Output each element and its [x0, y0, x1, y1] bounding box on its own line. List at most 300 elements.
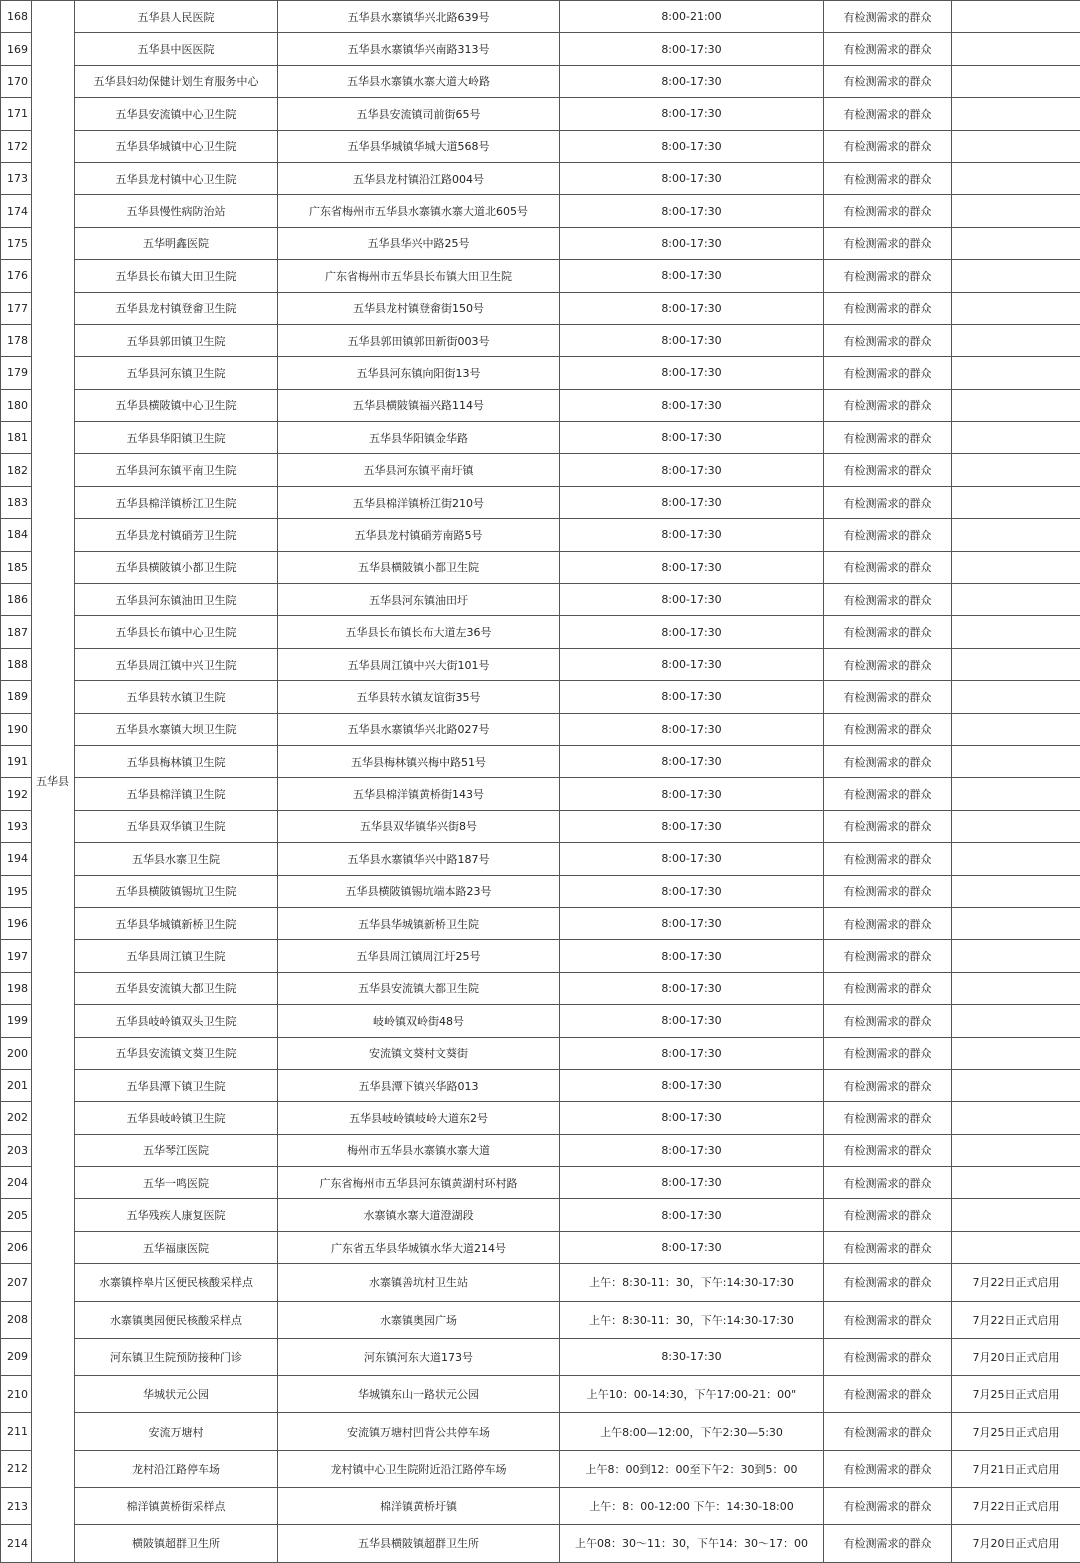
target-group-cell: 有检测需求的群众 [824, 422, 952, 454]
site-address-cell: 五华县龙村镇硝芳南路5号 [278, 519, 560, 551]
site-name-cell: 河东镇卫生院预防接种门诊 [75, 1338, 278, 1375]
target-group-cell: 有检测需求的群众 [824, 1413, 952, 1450]
site-name-cell: 五华县安流镇文葵卫生院 [75, 1037, 278, 1069]
site-address-cell: 五华县郭田镇郭田新街003号 [278, 324, 560, 356]
row-number-cell: 187 [1, 616, 32, 648]
target-group-cell: 有检测需求的群众 [824, 1231, 952, 1263]
target-group-cell: 有检测需求的群众 [824, 227, 952, 259]
opening-hours-cell: 8:00-17:30 [560, 227, 824, 259]
site-name-cell: 五华县龙村镇登畲卫生院 [75, 292, 278, 324]
row-number-cell: 185 [1, 551, 32, 583]
table-row [1, 130, 1080, 162]
row-number-cell: 210 [1, 1376, 32, 1413]
site-name-cell: 五华县龙村镇中心卫生院 [75, 162, 278, 194]
site-name-cell: 五华县人民医院 [75, 1, 278, 33]
site-name-cell: 安流万塘村 [75, 1413, 278, 1450]
site-address-cell: 龙村镇中心卫生院附近沿江路停车场 [278, 1450, 560, 1487]
remark-cell [952, 972, 1080, 1004]
row-number-cell: 193 [1, 810, 32, 842]
row-number-cell: 183 [1, 486, 32, 518]
site-name-cell: 五华县棉洋镇卫生院 [75, 778, 278, 810]
row-number-cell: 194 [1, 843, 32, 875]
site-name-cell: 华城状元公园 [75, 1376, 278, 1413]
table-row [1, 1488, 1080, 1525]
table-row [1, 648, 1080, 680]
row-number-cell: 196 [1, 907, 32, 939]
site-address-cell: 梅州市五华县水寨镇水寨大道 [278, 1134, 560, 1166]
target-group-cell: 有检测需求的群众 [824, 1488, 952, 1525]
opening-hours-cell: 8:00-17:30 [560, 648, 824, 680]
site-name-cell: 五华县长布镇大田卫生院 [75, 260, 278, 292]
remark-cell [952, 907, 1080, 939]
site-address-cell: 五华县潭下镇兴华路013 [278, 1069, 560, 1101]
site-address-cell: 水寨镇水寨大道澄湖段 [278, 1199, 560, 1231]
table-row [1, 940, 1080, 972]
site-name-cell: 五华残疾人康复医院 [75, 1199, 278, 1231]
opening-hours-cell: 上午：8：00-12:00 下午：14:30-18:00 [560, 1488, 824, 1525]
site-name-cell: 五华县横陂镇锡坑卫生院 [75, 875, 278, 907]
remark-cell [952, 1069, 1080, 1101]
opening-hours-cell: 8:00-17:30 [560, 389, 824, 421]
table-row [1, 1005, 1080, 1037]
site-name-cell: 五华福康医院 [75, 1231, 278, 1263]
row-number-cell: 173 [1, 162, 32, 194]
target-group-cell: 有检测需求的群众 [824, 778, 952, 810]
site-address-cell: 水寨镇奥园广场 [278, 1301, 560, 1338]
site-address-cell: 五华县棉洋镇桥江街210号 [278, 486, 560, 518]
table-row [1, 1, 1080, 33]
site-name-cell: 五华县横陂镇小都卫生院 [75, 551, 278, 583]
row-number-cell: 195 [1, 875, 32, 907]
remark-cell [952, 584, 1080, 616]
table-row [1, 1102, 1080, 1134]
opening-hours-cell: 8:00-17:30 [560, 1199, 824, 1231]
target-group-cell: 有检测需求的群众 [824, 1134, 952, 1166]
site-address-cell: 五华县岐岭镇岐岭大道东2号 [278, 1102, 560, 1134]
row-number-cell: 209 [1, 1338, 32, 1375]
table-row [1, 778, 1080, 810]
opening-hours-cell: 8:00-17:30 [560, 162, 824, 194]
site-address-cell: 五华县转水镇友谊街35号 [278, 681, 560, 713]
remark-cell: 7月22日正式启用 [952, 1488, 1080, 1525]
site-name-cell: 五华县安流镇大都卫生院 [75, 972, 278, 1004]
site-name-cell: 横陂镇超群卫生所 [75, 1525, 278, 1562]
table-row [1, 584, 1080, 616]
target-group-cell: 有检测需求的群众 [824, 454, 952, 486]
site-address-cell: 棉洋镇黄桥圩镇 [278, 1488, 560, 1525]
row-number-cell: 192 [1, 778, 32, 810]
opening-hours-cell: 8:00-17:30 [560, 778, 824, 810]
table-row [1, 324, 1080, 356]
site-address-cell: 广东省梅州市五华县水寨镇水寨大道北605号 [278, 195, 560, 227]
site-address-cell: 安流镇文葵村文葵街 [278, 1037, 560, 1069]
row-number-cell: 178 [1, 324, 32, 356]
table-row [1, 1525, 1080, 1562]
target-group-cell: 有检测需求的群众 [824, 1005, 952, 1037]
remark-cell [952, 875, 1080, 907]
target-group-cell: 有检测需求的群众 [824, 292, 952, 324]
target-group-cell: 有检测需求的群众 [824, 195, 952, 227]
site-address-cell: 广东省梅州市五华县长布镇大田卫生院 [278, 260, 560, 292]
row-number-cell: 198 [1, 972, 32, 1004]
remark-cell [952, 162, 1080, 194]
table-row [1, 519, 1080, 551]
site-name-cell: 五华县水寨卫生院 [75, 843, 278, 875]
target-group-cell: 有检测需求的群众 [824, 1199, 952, 1231]
target-group-cell: 有检测需求的群众 [824, 810, 952, 842]
table-row [1, 292, 1080, 324]
row-number-cell: 184 [1, 519, 32, 551]
site-address-cell: 河东镇河东大道173号 [278, 1338, 560, 1375]
row-number-cell: 181 [1, 422, 32, 454]
remark-cell [952, 1037, 1080, 1069]
remark-cell: 7月21日正式启用 [952, 1450, 1080, 1487]
opening-hours-cell: 8:00-17:30 [560, 33, 824, 65]
remark-cell [952, 1134, 1080, 1166]
site-name-cell: 五华县岐岭镇卫生院 [75, 1102, 278, 1134]
opening-hours-cell: 8:00-17:30 [560, 519, 824, 551]
opening-hours-cell: 8:00-17:30 [560, 745, 824, 777]
remark-cell [952, 810, 1080, 842]
row-number-cell: 197 [1, 940, 32, 972]
target-group-cell: 有检测需求的群众 [824, 1376, 952, 1413]
target-group-cell: 有检测需求的群众 [824, 1264, 952, 1301]
site-name-cell: 五华县安流镇中心卫生院 [75, 98, 278, 130]
opening-hours-cell: 8:00-17:30 [560, 713, 824, 745]
remark-cell [952, 778, 1080, 810]
table-row [1, 162, 1080, 194]
remark-cell [952, 227, 1080, 259]
target-group-cell: 有检测需求的群众 [824, 648, 952, 680]
remark-cell: 7月22日正式启用 [952, 1264, 1080, 1301]
opening-hours-cell: 8:00-17:30 [560, 907, 824, 939]
remark-cell [952, 389, 1080, 421]
site-address-cell: 五华县横陂镇福兴路114号 [278, 389, 560, 421]
site-address-cell: 五华县横陂镇小都卫生院 [278, 551, 560, 583]
table-row [1, 227, 1080, 259]
table-row [1, 1376, 1080, 1413]
row-number-cell: 172 [1, 130, 32, 162]
opening-hours-cell: 8:30-17:30 [560, 1338, 824, 1375]
target-group-cell: 有检测需求的群众 [824, 972, 952, 1004]
remark-cell [952, 648, 1080, 680]
site-address-cell: 五华县横陂镇超群卫生所 [278, 1525, 560, 1562]
site-name-cell: 五华县河东镇平南卫生院 [75, 454, 278, 486]
table-row [1, 33, 1080, 65]
opening-hours-cell: 8:00-17:30 [560, 422, 824, 454]
remark-cell [952, 1231, 1080, 1263]
opening-hours-cell: 8:00-17:30 [560, 195, 824, 227]
target-group-cell: 有检测需求的群众 [824, 486, 952, 518]
opening-hours-cell: 8:00-17:30 [560, 486, 824, 518]
remark-cell: 7月22日正式启用 [952, 1301, 1080, 1338]
opening-hours-cell: 8:00-17:30 [560, 130, 824, 162]
row-number-cell: 176 [1, 260, 32, 292]
target-group-cell: 有检测需求的群众 [824, 681, 952, 713]
row-number-cell: 170 [1, 65, 32, 97]
site-name-cell: 五华县周江镇卫生院 [75, 940, 278, 972]
target-group-cell: 有检测需求的群众 [824, 260, 952, 292]
target-group-cell: 有检测需求的群众 [824, 324, 952, 356]
site-name-cell: 五华县龙村镇硝芳卫生院 [75, 519, 278, 551]
table-row [1, 1134, 1080, 1166]
opening-hours-cell: 8:00-17:30 [560, 324, 824, 356]
table-row [1, 98, 1080, 130]
site-name-cell: 五华县长布镇中心卫生院 [75, 616, 278, 648]
target-group-cell: 有检测需求的群众 [824, 1167, 952, 1199]
site-name-cell: 五华县梅林镇卫生院 [75, 745, 278, 777]
table-row [1, 195, 1080, 227]
opening-hours-cell: 8:00-17:30 [560, 551, 824, 583]
table-row [1, 1037, 1080, 1069]
row-number-cell: 204 [1, 1167, 32, 1199]
remark-cell [952, 195, 1080, 227]
site-name-cell: 五华县潭下镇卫生院 [75, 1069, 278, 1101]
site-name-cell: 五华县双华镇卫生院 [75, 810, 278, 842]
row-number-cell: 203 [1, 1134, 32, 1166]
site-address-cell: 五华县安流镇司前街65号 [278, 98, 560, 130]
target-group-cell: 有检测需求的群众 [824, 940, 952, 972]
row-number-cell: 175 [1, 227, 32, 259]
site-address-cell: 五华县双华镇华兴街8号 [278, 810, 560, 842]
opening-hours-cell: 8:00-17:30 [560, 1102, 824, 1134]
site-name-cell: 五华县妇幼保健计划生育服务中心 [75, 65, 278, 97]
remark-cell [952, 292, 1080, 324]
row-number-cell: 180 [1, 389, 32, 421]
row-number-cell: 199 [1, 1005, 32, 1037]
site-address-cell: 五华县长布镇长布大道左36号 [278, 616, 560, 648]
row-number-cell: 186 [1, 584, 32, 616]
remark-cell: 7月25日正式启用 [952, 1376, 1080, 1413]
remark-cell [952, 616, 1080, 648]
site-name-cell: 五华县华城镇中心卫生院 [75, 130, 278, 162]
remark-cell [952, 454, 1080, 486]
site-address-cell: 五华县梅林镇兴梅中路51号 [278, 745, 560, 777]
remark-cell [952, 713, 1080, 745]
opening-hours-cell: 8:00-17:30 [560, 1231, 824, 1263]
opening-hours-cell: 8:00-17:30 [560, 1069, 824, 1101]
remark-cell: 7月25日正式启用 [952, 1413, 1080, 1450]
remark-cell [952, 745, 1080, 777]
opening-hours-cell: 8:00-17:30 [560, 616, 824, 648]
row-number-cell: 171 [1, 98, 32, 130]
table-row [1, 422, 1080, 454]
target-group-cell: 有检测需求的群众 [824, 616, 952, 648]
site-address-cell: 广东省五华县华城镇水华大道214号 [278, 1231, 560, 1263]
opening-hours-cell: 8:00-17:30 [560, 810, 824, 842]
opening-hours-cell: 8:00-17:30 [560, 843, 824, 875]
remark-cell [952, 551, 1080, 583]
remark-cell [952, 1199, 1080, 1231]
row-number-cell: 174 [1, 195, 32, 227]
site-address-cell: 五华县棉洋镇黄桥街143号 [278, 778, 560, 810]
remark-cell [952, 324, 1080, 356]
row-number-cell: 213 [1, 1488, 32, 1525]
remark-cell: 7月20日正式启用 [952, 1338, 1080, 1375]
table-row [1, 389, 1080, 421]
table-row [1, 1301, 1080, 1338]
site-address-cell: 五华县周江镇周江圩25号 [278, 940, 560, 972]
site-name-cell: 五华县河东镇油田卫生院 [75, 584, 278, 616]
target-group-cell: 有检测需求的群众 [824, 357, 952, 389]
row-number-cell: 201 [1, 1069, 32, 1101]
site-address-cell: 安流镇万塘村凹背公共停车场 [278, 1413, 560, 1450]
table-row [1, 1450, 1080, 1487]
remark-cell [952, 65, 1080, 97]
table-row [1, 810, 1080, 842]
table-row [1, 875, 1080, 907]
site-name-cell: 五华县郭田镇卫生院 [75, 324, 278, 356]
remark-cell [952, 260, 1080, 292]
remark-cell: 7月20日正式启用 [952, 1525, 1080, 1562]
opening-hours-cell: 上午08：30～11：30，下午14：30～17：00 [560, 1525, 824, 1562]
site-name-cell: 五华县棉洋镇桥江卫生院 [75, 486, 278, 518]
site-address-cell: 五华县横陂镇锡坑端本路23号 [278, 875, 560, 907]
table-row [1, 1069, 1080, 1101]
opening-hours-cell: 上午：8:30-11：30，下午:14:30-17:30 [560, 1264, 824, 1301]
site-address-cell: 五华县周江镇中兴大街101号 [278, 648, 560, 680]
site-name-cell: 五华县转水镇卫生院 [75, 681, 278, 713]
target-group-cell: 有检测需求的群众 [824, 33, 952, 65]
table-row [1, 713, 1080, 745]
site-name-cell: 五华县华城镇新桥卫生院 [75, 907, 278, 939]
target-group-cell: 有检测需求的群众 [824, 875, 952, 907]
table-row [1, 1167, 1080, 1199]
site-address-cell: 五华县河东镇向阳街13号 [278, 357, 560, 389]
opening-hours-cell: 8:00-17:30 [560, 260, 824, 292]
opening-hours-cell: 8:00-17:30 [560, 875, 824, 907]
target-group-cell: 有检测需求的群众 [824, 1525, 952, 1562]
site-name-cell: 五华县水寨镇大坝卫生院 [75, 713, 278, 745]
target-group-cell: 有检测需求的群众 [824, 1, 952, 33]
remark-cell [952, 519, 1080, 551]
target-group-cell: 有检测需求的群众 [824, 65, 952, 97]
row-number-cell: 202 [1, 1102, 32, 1134]
row-number-cell: 179 [1, 357, 32, 389]
opening-hours-cell: 8:00-17:30 [560, 1005, 824, 1037]
opening-hours-cell: 上午：8:30-11：30，下午:14:30-17:30 [560, 1301, 824, 1338]
site-name-cell: 五华县周江镇中兴卫生院 [75, 648, 278, 680]
target-group-cell: 有检测需求的群众 [824, 98, 952, 130]
table-row [1, 486, 1080, 518]
table-row [1, 843, 1080, 875]
table-row [1, 1413, 1080, 1450]
remark-cell [952, 1, 1080, 33]
target-group-cell: 有检测需求的群众 [824, 1338, 952, 1375]
site-name-cell: 五华一鸣医院 [75, 1167, 278, 1199]
remark-cell [952, 1167, 1080, 1199]
remark-cell [952, 1102, 1080, 1134]
site-address-cell: 五华县水寨镇水寨大道大岭路 [278, 65, 560, 97]
opening-hours-cell: 8:00-21:00 [560, 1, 824, 33]
opening-hours-cell: 8:00-17:30 [560, 1037, 824, 1069]
table-row [1, 1264, 1080, 1301]
site-address-cell: 五华县龙村镇登畲街150号 [278, 292, 560, 324]
opening-hours-cell: 8:00-17:30 [560, 98, 824, 130]
site-address-cell: 五华县华阳镇金华路 [278, 422, 560, 454]
target-group-cell: 有检测需求的群众 [824, 1450, 952, 1487]
opening-hours-cell: 8:00-17:30 [560, 454, 824, 486]
site-name-cell: 五华县河东镇卫生院 [75, 357, 278, 389]
row-number-cell: 177 [1, 292, 32, 324]
table-row [1, 972, 1080, 1004]
site-name-cell: 水寨镇奥园便民核酸采样点 [75, 1301, 278, 1338]
target-group-cell: 有检测需求的群众 [824, 1102, 952, 1134]
site-name-cell: 五华明鑫医院 [75, 227, 278, 259]
site-address-cell: 五华县河东镇油田圩 [278, 584, 560, 616]
row-number-cell: 206 [1, 1231, 32, 1263]
remark-cell [952, 33, 1080, 65]
row-number-cell: 205 [1, 1199, 32, 1231]
table-row [1, 65, 1080, 97]
opening-hours-cell: 上午10：00-14:30，下午17:00-21：00" [560, 1376, 824, 1413]
county-cell: 五华县 [32, 1, 75, 1563]
opening-hours-cell: 8:00-17:30 [560, 1167, 824, 1199]
row-number-cell: 188 [1, 648, 32, 680]
site-name-cell: 五华县岐岭镇双头卫生院 [75, 1005, 278, 1037]
table-row [1, 745, 1080, 777]
site-name-cell: 五华县慢性病防治站 [75, 195, 278, 227]
remark-cell [952, 130, 1080, 162]
row-number-cell: 191 [1, 745, 32, 777]
remark-cell [952, 486, 1080, 518]
site-address-cell: 五华县水寨镇华兴中路187号 [278, 843, 560, 875]
site-address-cell: 华城镇东山一路状元公园 [278, 1376, 560, 1413]
site-address-cell: 五华县龙村镇沿江路004号 [278, 162, 560, 194]
target-group-cell: 有检测需求的群众 [824, 162, 952, 194]
row-number-cell: 168 [1, 1, 32, 33]
row-number-cell: 200 [1, 1037, 32, 1069]
remark-cell [952, 1005, 1080, 1037]
remark-cell [952, 940, 1080, 972]
row-number-cell: 169 [1, 33, 32, 65]
row-number-cell: 207 [1, 1264, 32, 1301]
row-number-cell: 190 [1, 713, 32, 745]
row-number-cell: 214 [1, 1525, 32, 1562]
remark-cell [952, 843, 1080, 875]
target-group-cell: 有检测需求的群众 [824, 130, 952, 162]
target-group-cell: 有检测需求的群众 [824, 713, 952, 745]
opening-hours-cell: 8:00-17:30 [560, 1134, 824, 1166]
remark-cell [952, 681, 1080, 713]
opening-hours-cell: 8:00-17:30 [560, 292, 824, 324]
remark-cell [952, 98, 1080, 130]
opening-hours-cell: 上午8：00到12：00至下午2：30到5：00 [560, 1450, 824, 1487]
target-group-cell: 有检测需求的群众 [824, 843, 952, 875]
row-number-cell: 208 [1, 1301, 32, 1338]
table-row [1, 357, 1080, 389]
target-group-cell: 有检测需求的群众 [824, 389, 952, 421]
site-name-cell: 棉洋镇黄桥街采样点 [75, 1488, 278, 1525]
row-number-cell: 189 [1, 681, 32, 713]
site-address-cell: 五华县华城镇新桥卫生院 [278, 907, 560, 939]
site-address-cell: 五华县水寨镇华兴北路639号 [278, 1, 560, 33]
row-number-cell: 182 [1, 454, 32, 486]
site-address-cell: 广东省梅州市五华县河东镇黄湖村环村路 [278, 1167, 560, 1199]
target-group-cell: 有检测需求的群众 [824, 551, 952, 583]
site-address-cell: 五华县河东镇平南圩镇 [278, 454, 560, 486]
target-group-cell: 有检测需求的群众 [824, 584, 952, 616]
site-name-cell: 五华县华阳镇卫生院 [75, 422, 278, 454]
table-row [1, 681, 1080, 713]
table-row [1, 616, 1080, 648]
table-row [1, 260, 1080, 292]
table-row [1, 1199, 1080, 1231]
site-address-cell: 五华县水寨镇华兴北路027号 [278, 713, 560, 745]
opening-hours-cell: 8:00-17:30 [560, 357, 824, 389]
target-group-cell: 有检测需求的群众 [824, 519, 952, 551]
opening-hours-cell: 上午8:00—12:00，下午2:30—5:30 [560, 1413, 824, 1450]
